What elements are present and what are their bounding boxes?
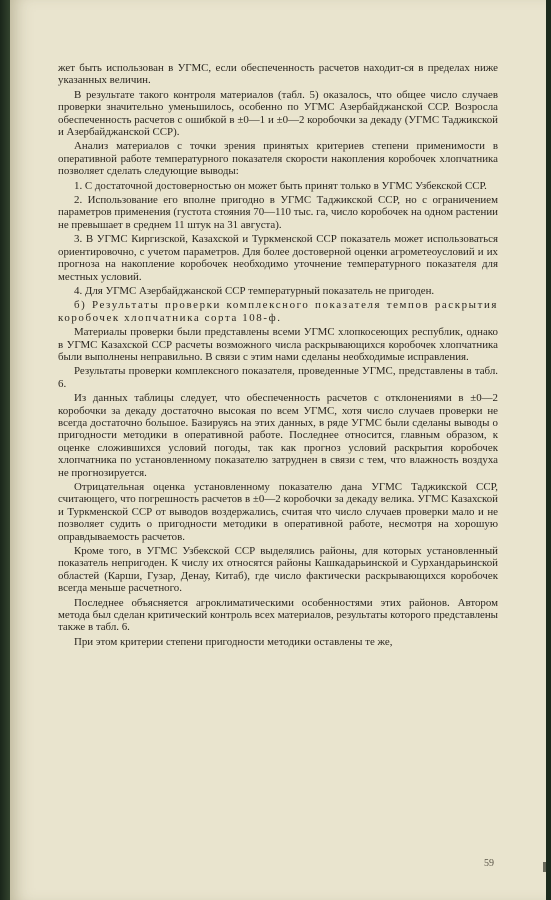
paragraph: В результате такого контроля материалов (табл. 5) оказалось, что общее число случаев проверки значительно уменьшилось, особенно по УГМС Азербайджанской ССР. Возросла обеспеченность расчетов с ошибкой в ±0—1 и ±0—2 коробочки за декаду (УГМС Таджикской и Азербайджанской ССР). (58, 88, 498, 139)
paragraph: Последнее объясняется агроклиматическими особенностями этих районов. Автором метода был сделан критический контроль всех материалов, результаты которого представлены также в табл. 6. (58, 596, 498, 634)
paragraph: 4. Для УГМС Азербайджанской ССР температурный показатель не пригоден. (74, 284, 435, 297)
paragraph: При этом критерии степени пригодности методики оставлены те же, (74, 635, 393, 648)
page-edge-mark (543, 862, 546, 872)
paragraph: 2. Использование его вполне пригодно в УГМС Таджикской ССР, но с ограничением параметров применения (густота стояния 70—110 тыс. га, число коробочек на одном растении не превышает в среднем 11 штук на 31 августа). (58, 194, 498, 231)
paragraph: жет быть использован в УГМС, если обеспеченность расчетов находит-ся в пределах ниже указанных величин. (58, 62, 498, 87)
paragraph: Отрицательная оценка установленному показателю дана УГМС Таджикской ССР, считающего, что погрешность расчетов в ±0—2 коробочки за декаду велика. УГМС Казахской и Туркменской ССР от выводов воздержались, считая что число случаев проверки мало и не позволяет судить о пригодности методики в оперативной работе, несмотря на хорошую оправдываемость расчетов. (58, 481, 498, 543)
book-spine (0, 0, 10, 900)
paragraph: Кроме того, в УГМС Узбекской ССР выделялись районы, для которых установленный показатель непригоден. К числу их относятся районы Кашкадарьинской и Сурхандарьинской областей (Карши, Гузар, Денау, Китаб), где число фактически раскрывающихся коробочек всегда меньше расчетного. (58, 545, 498, 595)
paragraph: Материалы проверки были представлены всеми УГМС хлопкосеющих республик, однако в УГМС Казахской ССР расчеты возможного числа раскрывающихся коробочек хлопчатника были выполнены неправильно. В связи с этим нами сделаны необходимые исправления. (58, 326, 498, 363)
paragraph: Из данных таблицы следует, что обеспеченность расчетов с отклонениями в ±0—2 коробочки за декаду достаточно высокая по всем УГМС, хотя число случаев проверки не всегда достаточно большое. Базируясь на этих данных, в ряде УГМС были сделаны выводы о пригодности методики в оперативной работе. Последнее относится, главным образом, к оценке сложившихся условий погоды, так как прогноз условий раскрытия коробочек хлопчатника по установленному показателю затруднен в связи с тем, что влажность воздуха не прогнозируется. (58, 392, 498, 479)
paragraph: Анализ материалов с точки зрения принятых критериев степени применимости в оперативной работе температурного показателя скорости накопления коробочек хлопчатника позволяет сделать следующие выводы: (58, 140, 498, 178)
paragraph: 3. В УГМС Киргизской, Казахской и Туркменской ССР показатель может использоваться ориентировочно, с учетом параметров. Для более достоверной оценки агрометеоусловий и их прогноза на накопление коробочек необходимо уточнение температурного показателя для местных условий. (58, 233, 498, 283)
paragraph: Результаты проверки комплексного показателя, проведенные УГМС, представлены в табл. 6. (58, 365, 498, 390)
paragraph: 1. С достаточной достоверностью он может быть принят только в УГМС Узбекской ССР. (74, 179, 487, 192)
page-number: 59 (484, 858, 494, 869)
section-heading: б) Результаты проверки комплексного показателя темпов раскрытия коробочек хлопчатника сорта 108-ф. (58, 299, 498, 324)
book-page (10, 0, 546, 900)
body-text (58, 62, 498, 650)
